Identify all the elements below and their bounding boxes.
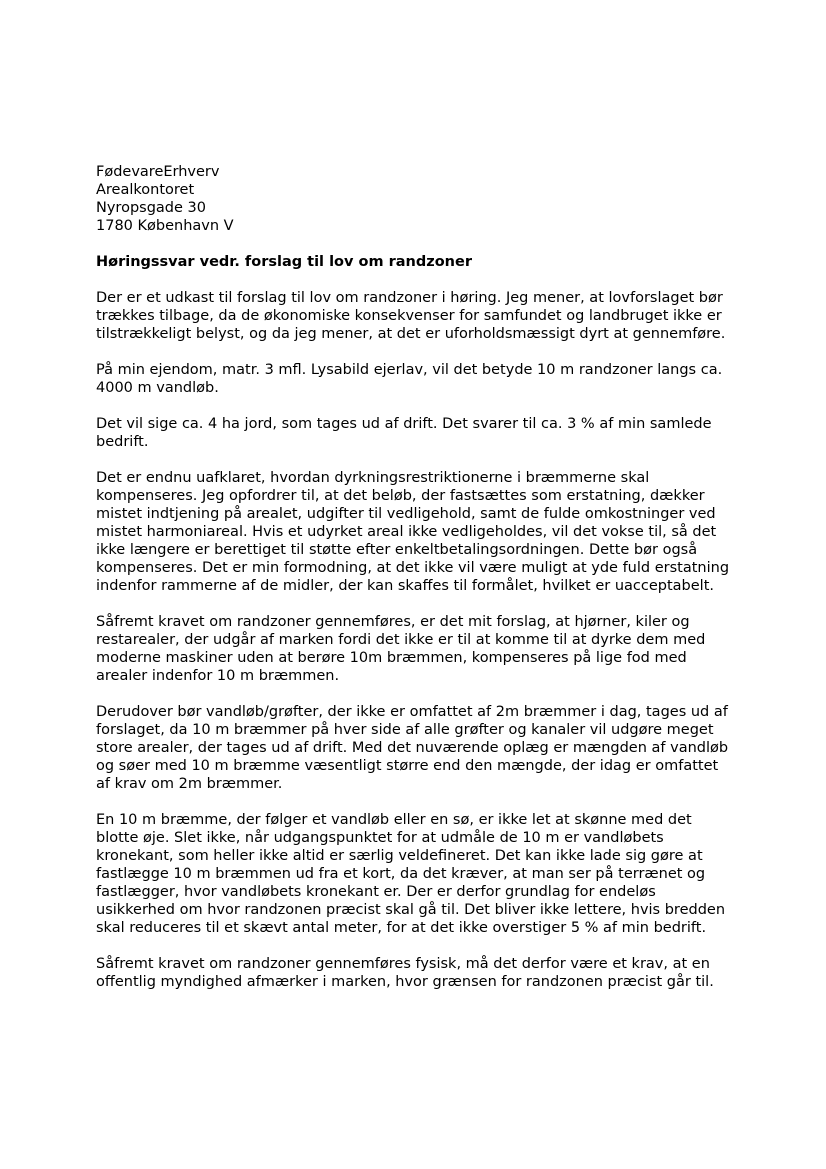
paragraph-1: Der er et udkast til forslag til lov om randzoner i høring. Jeg mener, at lovforslaget bør trækkes tilbage, da de økonomiske konsekvenser for samfundet og landbruget ikke er tilstrækkeligt belyst, og da jeg mener, at det er uforholdsmæssigt dyrt at gennemføre. — [96, 290, 726, 342]
address-line-city: 1780 København V — [96, 218, 234, 234]
paragraph-8: Såfremt kravet om randzoner gennemføres fysisk, må det derfor være et krav, at en offentlig myndighed afmærker i marken, hvor grænsen for randzonen præcist går til. — [96, 956, 714, 990]
paragraph-5: Såfremt kravet om randzoner gennemføres, er det mit forslag, at hjørner, kiler og restarealer, der udgår af marken fordi det ikke er til at komme til at dyrke dem med moderne maskiner uden at berøre 10m bræmmen, kompenseres på lige fod med arealer indenfor 10 m bræmmen. — [96, 614, 706, 684]
paragraph-7: En 10 m bræmme, der følger et vandløb eller en sø, er ikke let at skønne med det blotte øje. Slet ikke, når udgangspunktet for at udmåle de 10 m er vandløbets kronekant, som heller ikke altid er særlig veldefineret. Det kan ikke lade sig gøre at fastlægge 10 m bræmmen ud fra et kort, da det kræver, at man ser på terrænet og fastlægger, hvor vandløbets kronekant er. Der er derfor grundlag for endeløs usikkerhed om hvor randzonen præcist skal gå til. Det bliver ikke lettere, hvis bredden skal reduceres til et skævt antal meter, for at det ikke overstiger 5 % af min bedrift. — [96, 812, 726, 936]
document-page — [96, 163, 736, 1009]
paragraph-3: Det vil sige ca. 4 ha jord, som tages ud af drift. Det svarer til ca. 3 % af min samlede bedrift. — [96, 416, 712, 450]
address-line-name: FødevareErhverv — [96, 164, 220, 180]
paragraph-4: Det er endnu uafklaret, hvordan dyrkningsrestriktionerne i bræmmerne skal kompenseres. Jeg opfordrer til, at det beløb, der fastsættes som erstatning, dækker mistet indtjening på arealet, udgifter til vedligehold, samt de fulde omkostninger ved mistet harmoniareal. Hvis et udyrket areal ikke vedligeholdes, vil det vokse til, så det ikke længere er berettiget til støtte efter enkeltbetalingsordningen. Dette bør også kompenseres. Det er min formodning, at det ikke vil være muligt at yde fuld erstatning indenfor rammerne af de midler, der kan skaffes til formålet, hvilket er uacceptabelt. — [96, 470, 730, 594]
recipient-address — [96, 163, 736, 235]
paragraph-2: På min ejendom, matr. 3 mfl. Lysabild ejerlav, vil det betyde 10 m randzoner langs ca. 4000 m vandløb. — [96, 362, 723, 396]
address-line-department: Arealkontoret — [96, 182, 195, 198]
address-line-street: Nyropsgade 30 — [96, 200, 206, 216]
document-title: Høringssvar vedr. forslag til lov om randzoner — [96, 254, 472, 270]
paragraph-6: Derudover bør vandløb/grøfter, der ikke er omfattet af 2m bræmmer i dag, tages ud af forslaget, da 10 m bræmmer på hver side af alle grøfter og kanaler vil udgøre meget store arealer, der tages ud af drift. Med det nuværende oplæg er mængden af vandløb og søer med 10 m bræmme væsentligt større end den mængde, der idag er omfattet af krav om 2m bræmmer. — [96, 704, 729, 792]
